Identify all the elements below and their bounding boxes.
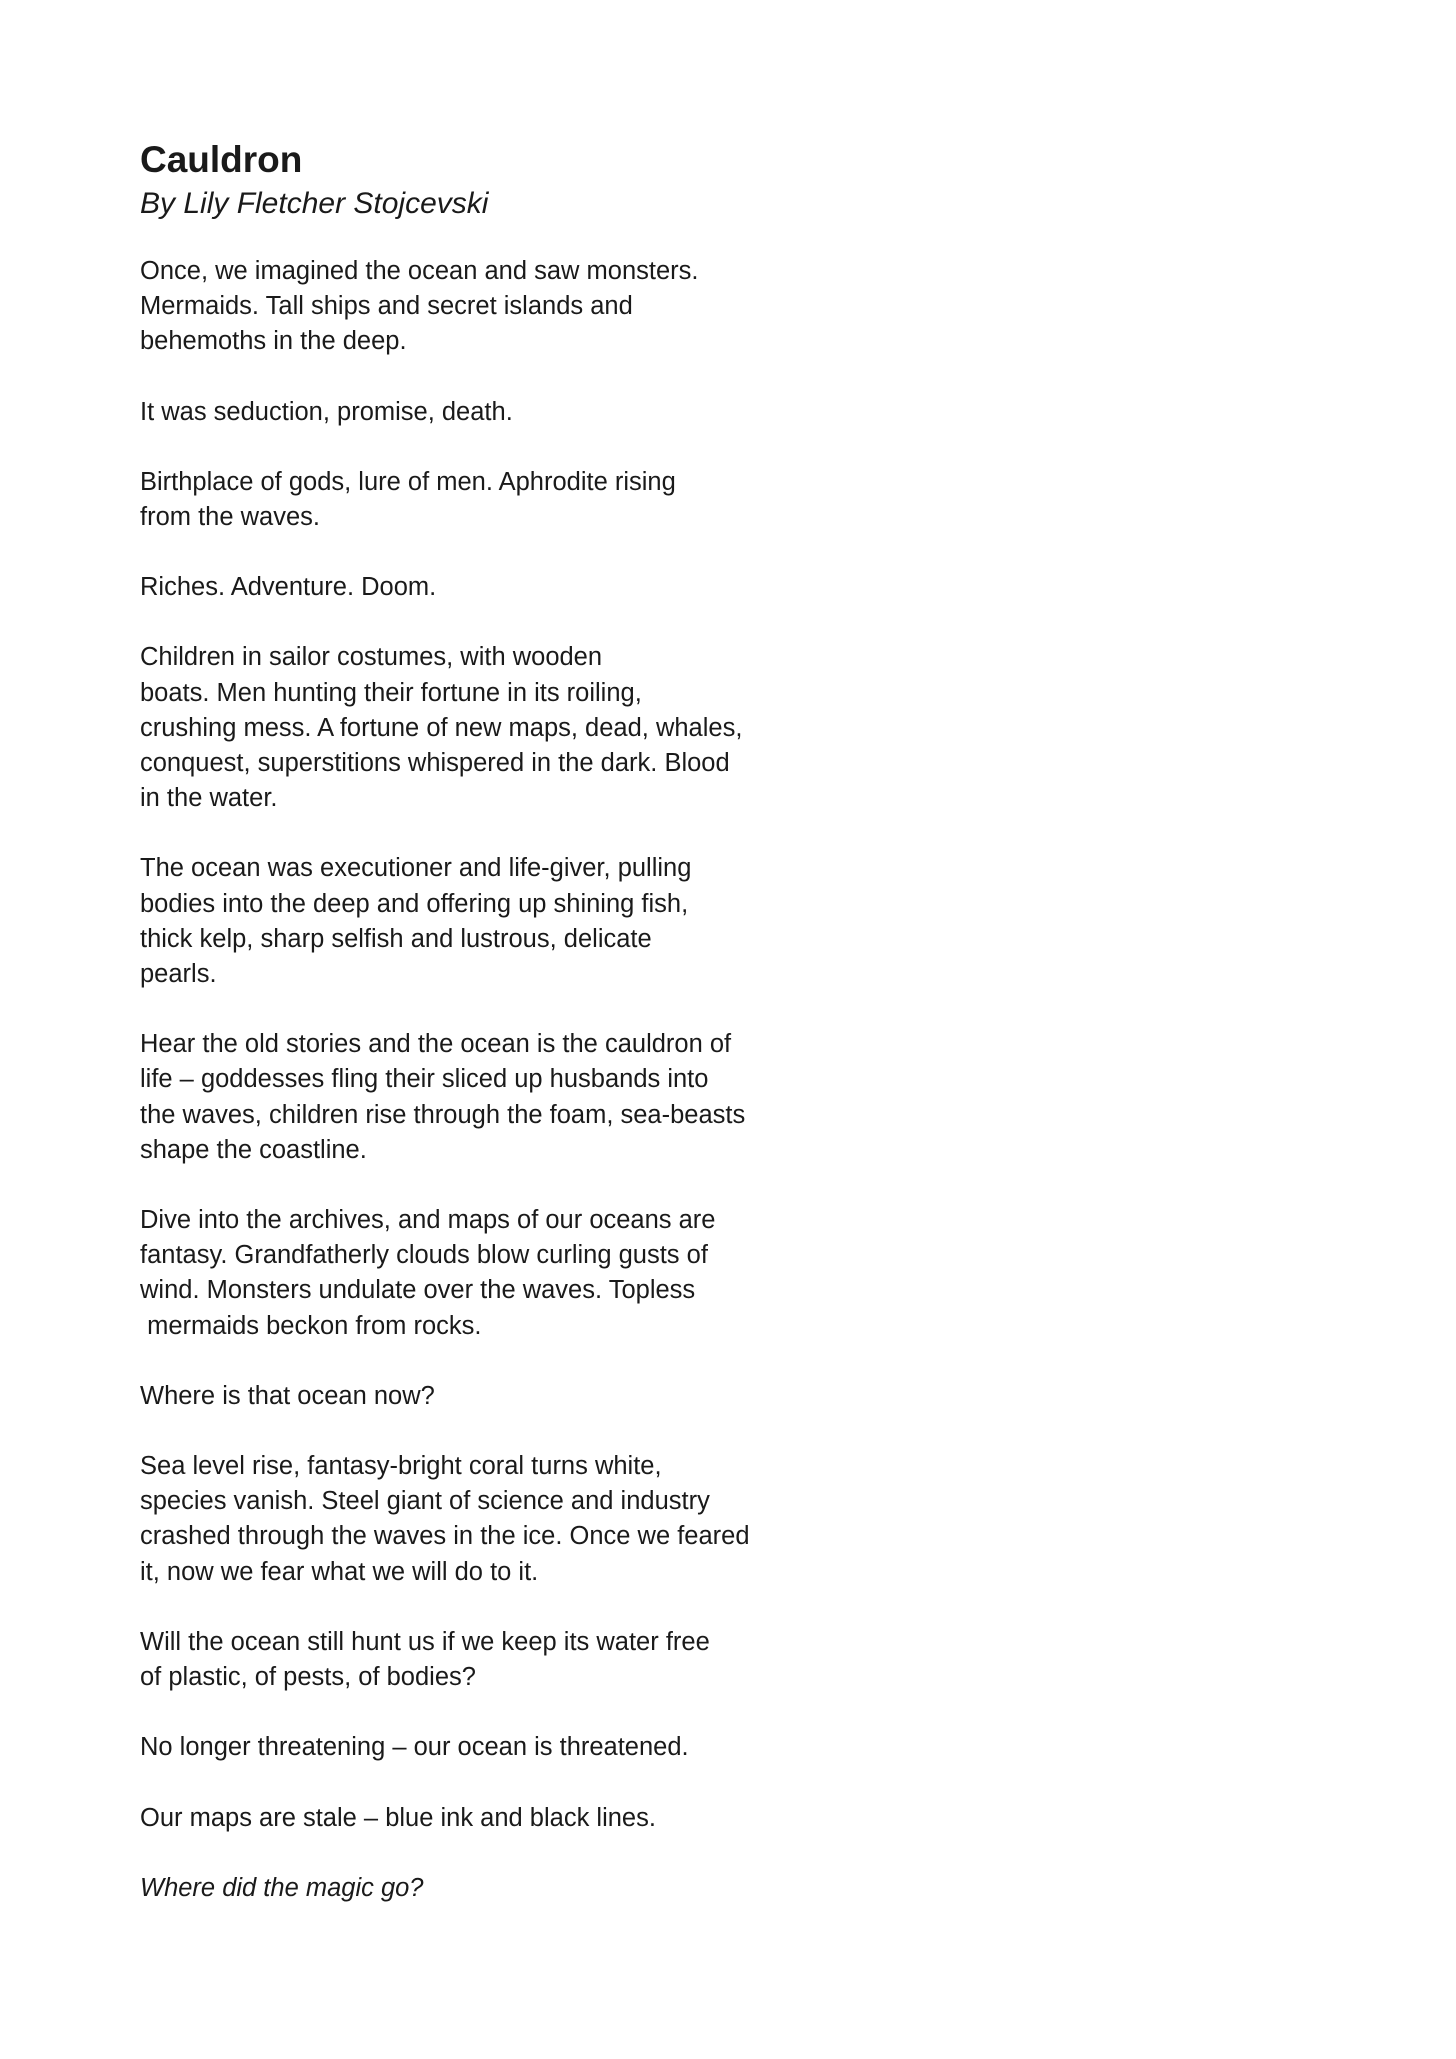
- stanza: [140, 1801, 820, 1836]
- stanza: [140, 1203, 820, 1344]
- poem-line: Our maps are stale – blue ink and black lines.: [140, 1803, 656, 1832]
- poem-line: boats. Men hunting their fortune in its roiling,: [140, 678, 642, 707]
- stanza: [140, 1027, 820, 1168]
- poem-line: wind. Monsters undulate over the waves. Topless: [140, 1276, 696, 1305]
- poem-line: species vanish. Steel giant of science and industry: [140, 1487, 710, 1516]
- stanza: [140, 640, 820, 816]
- stanza: [140, 1730, 820, 1765]
- poem-page: [140, 136, 820, 1941]
- poem-line: pearls.: [140, 960, 217, 989]
- poem-line: the waves, children rise through the foam, sea-beasts: [140, 1100, 746, 1129]
- closing-stanza: [140, 1871, 820, 1906]
- poem-line: of plastic, of pests, of bodies?: [140, 1663, 476, 1692]
- poem-byline: By Lily Fletcher Stojcevski: [140, 187, 489, 220]
- poem-line: it, now we fear what we will do to it.: [140, 1557, 539, 1586]
- poem-line: thick kelp, sharp selfish and lustrous, delicate: [140, 924, 652, 953]
- poem-line: Sea level rise, fantasy-bright coral turns white,: [140, 1452, 662, 1481]
- poem-line: Mermaids. Tall ships and secret islands and: [140, 292, 633, 321]
- poem-line: in the water.: [140, 784, 278, 813]
- poem-line: from the waves.: [140, 503, 320, 532]
- stanza: [140, 254, 820, 360]
- poem-line: behemoths in the deep.: [140, 327, 407, 356]
- stanza: [140, 1625, 820, 1695]
- poem-line: Riches. Adventure. Doom.: [140, 573, 437, 602]
- poem-line: Hear the old stories and the ocean is the cauldron of: [140, 1030, 732, 1059]
- poem-line: Birthplace of gods, lure of men. Aphrodite rising: [140, 467, 676, 496]
- poem-line: Where is that ocean now?: [140, 1381, 435, 1410]
- stanza: [140, 1379, 820, 1414]
- poem-line: Children in sailor costumes, with wooden: [140, 643, 603, 672]
- stanza: [140, 851, 820, 992]
- stanza: [140, 465, 820, 535]
- stanza: [140, 395, 820, 430]
- poem-line: Where did the magic go?: [140, 1873, 424, 1902]
- poem-title: Cauldron: [140, 139, 303, 180]
- poem-line: It was seduction, promise, death.: [140, 397, 513, 426]
- poem-line: Will the ocean still hunt us if we keep its water free: [140, 1627, 710, 1656]
- poem-line: bodies into the deep and offering up shining fish,: [140, 889, 689, 918]
- poem-line: Dive into the archives, and maps of our oceans are: [140, 1206, 716, 1235]
- poem-line: fantasy. Grandfatherly clouds blow curling gusts of: [140, 1241, 708, 1270]
- poem-line: mermaids beckon from rocks.: [140, 1311, 482, 1340]
- poem-line: The ocean was executioner and life-giver, pulling: [140, 854, 692, 883]
- poem-line: Once, we imagined the ocean and saw monsters.: [140, 257, 699, 285]
- stanza: [140, 570, 820, 605]
- poem-line: life – goddesses fling their sliced up husbands into: [140, 1065, 709, 1094]
- poem-line: crushing mess. A fortune of new maps, dead, whales,: [140, 713, 743, 742]
- poem-line: No longer threatening – our ocean is threatened.: [140, 1733, 689, 1762]
- poem-line: shape the coastline.: [140, 1135, 367, 1164]
- stanza: [140, 1449, 820, 1590]
- poem-line: crashed through the waves in the ice. Once we feared: [140, 1522, 750, 1551]
- poem-line: conquest, superstitions whispered in the dark. Blood: [140, 749, 730, 778]
